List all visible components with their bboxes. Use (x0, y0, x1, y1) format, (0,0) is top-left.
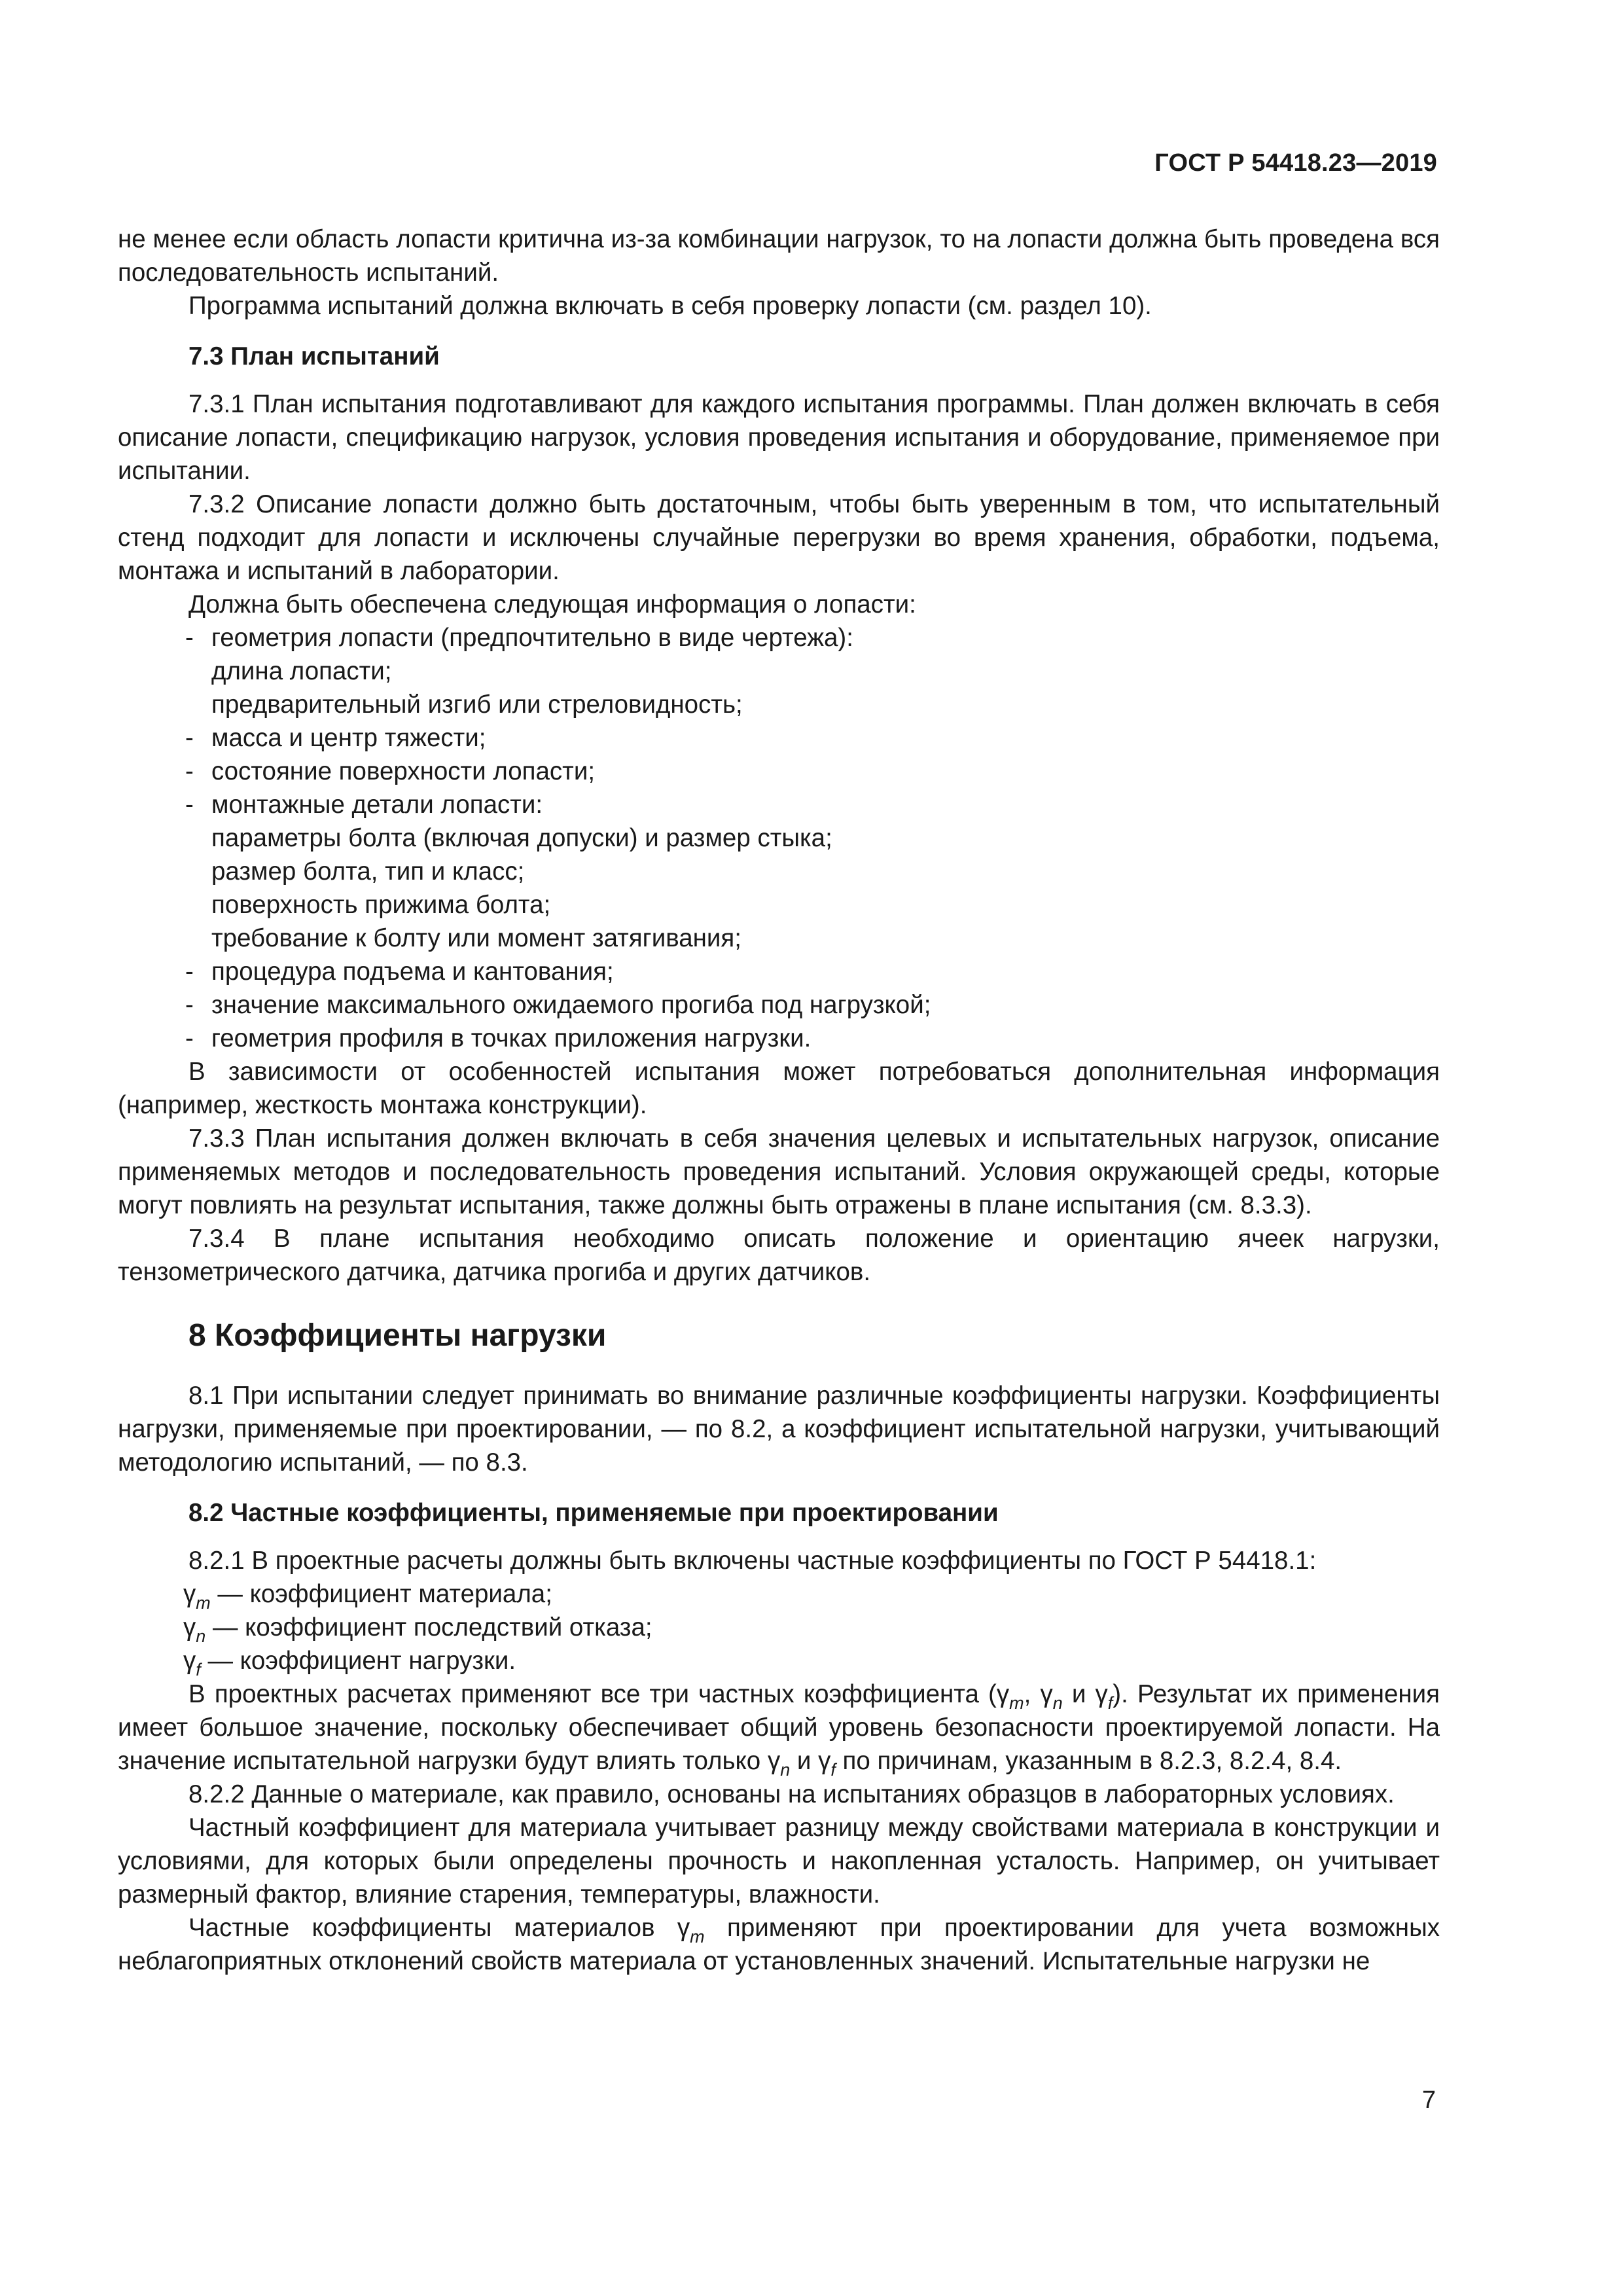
list-item: - монтажные детали лопасти: (185, 791, 543, 819)
blade-info-list (118, 621, 1440, 1055)
list-item: - состояние поверхности лопасти; (185, 757, 596, 785)
list-item: - геометрия лопасти (предпочтительно в виде чертежа): (185, 624, 853, 652)
paragraph-material-coefficient: Частный коэффициент для материала учитывает разницу между свойствами материала в конструкции и условиями, для которых были определены прочность и накопленная усталость. Например, он учитывает размерный фактор, влияние старения, температуры, влажности. (118, 1814, 1440, 1909)
paragraph-material-coefficients-last: Частные коэффициенты материалов $\gamma_m$ применяют при проектировании для учета возможных неблагоприятных отклонений свойств материала от установленных значений. Испытательные нагрузки не (118, 1914, 1440, 1975)
list-subitem: требование к болту или момент затягивания; (211, 924, 741, 952)
list-item: - масса и центр тяжести; (185, 724, 486, 752)
page-content (118, 223, 1440, 1978)
list-item: - процедура подъема и кантования; (185, 958, 614, 986)
paragraph-8-2-1: 8.2.1 В проектные расчеты должны быть включены частные коэффициенты по ГОСТ Р 54418.1: (188, 1547, 1317, 1575)
paragraph-info-intro: Должна быть обеспечена следующая информация о лопасти: (188, 590, 916, 619)
list-subitem: предварительный изгиб или стреловидность; (211, 691, 743, 719)
paragraph-program: Программа испытаний должна включать в себя проверку лопасти (см. раздел 10). (188, 292, 1152, 320)
paragraph-8-1: 8.1 При испытании следует принимать во внимание различные коэффициенты нагрузки. Коэффициенты нагрузки, применяемые при проектировании, — по 8.2, а коэффициент испытательной нагрузки, учитывающий методологию испытаний, — по 8.3. (118, 1382, 1440, 1477)
symbol-gamma-f: $\gamma_f$ — коэффициент нагрузки. (183, 1647, 516, 1679)
heading-8-2: 8.2 Частные коэффициенты, применяемые при проектировании (188, 1499, 999, 1527)
paragraph-8-2-2: 8.2.2 Данные о материале, как правило, основаны на испытаниях образцов в лабораторных условиях. (188, 1780, 1395, 1808)
paragraph-three-coefficients: В проектных расчетах применяют все три частных коэффициента ($\gamma_m$, $\gamma_n$ и $\gamma_f$). Результат их применения имеет большое значение, поскольку обеспечивает общий уровень безопасности проектируемой лопасти. На значение испытательной нагрузки будут влиять только $\gamma_n$ и $\gamma_f$ по причинам, указанным в 8.2.3, 8.2.4, 8.4. (118, 1680, 1440, 1780)
list-item: - геометрия профиля в точках приложения нагрузки. (185, 1024, 812, 1052)
symbol-gamma-m: $\gamma_m$ — коэффициент материала; (183, 1580, 552, 1613)
heading-7-3: 7.3 План испытаний (188, 342, 440, 370)
list-subitem: параметры болта (включая допуски) и размер стыка; (211, 824, 832, 852)
paragraph-7-3-2: 7.3.2 Описание лопасти должно быть достаточным, чтобы быть уверенным в том, что испытательный стенд подходит для лопасти и исключены случайные перегрузки во время хранения, обработки, подъема, монтажа и испытаний в лаборатории. (118, 490, 1440, 585)
page-number: 7 (1421, 2087, 1436, 2114)
heading-8: 8 Коэффициенты нагрузки (188, 1318, 607, 1353)
paragraph-extra-info: В зависимости от особенностей испытания может потребоваться дополнительная информация (например, жесткость монтажа конструкции). (118, 1058, 1440, 1119)
paragraph-7-3-1: 7.3.1 План испытания подготавливают для каждого испытания программы. План должен включать в себя описание лопасти, спецификацию нагрузок, условия проведения испытания и оборудование, применяемое при испытании. (118, 390, 1440, 485)
paragraph-7-3-4: 7.3.4 В плане испытания необходимо описать положение и ориентацию ячеек нагрузки, тензометрического датчика, датчика прогиба и других датчиков. (118, 1225, 1440, 1286)
document-header: ГОСТ Р 54418.23—2019 (1154, 149, 1437, 177)
paragraph-7-3-3: 7.3.3 План испытания должен включать в себя значения целевых и испытательных нагрузок, описание применяемых методов и последовательность проведения испытаний. Условия окружающей среды, которые могут повлиять на результат испытания, также должны быть отражены в плане испытания (см. 8.3.3). (118, 1124, 1440, 1219)
list-subitem: поверхность прижима болта; (211, 891, 551, 919)
symbol-gamma-n: $\gamma_n$ — коэффициент последствий отказа; (183, 1613, 652, 1646)
paragraph-continuation: не менее если область лопасти критична из-за комбинации нагрузок, то на лопасти должна быть проведена вся последовательность испытаний. (118, 225, 1440, 287)
list-subitem: длина лопасти; (211, 657, 392, 685)
list-item: - значение максимального ожидаемого прогиба под нагрузкой; (185, 991, 931, 1019)
list-subitem: размер болта, тип и класс; (211, 857, 525, 886)
